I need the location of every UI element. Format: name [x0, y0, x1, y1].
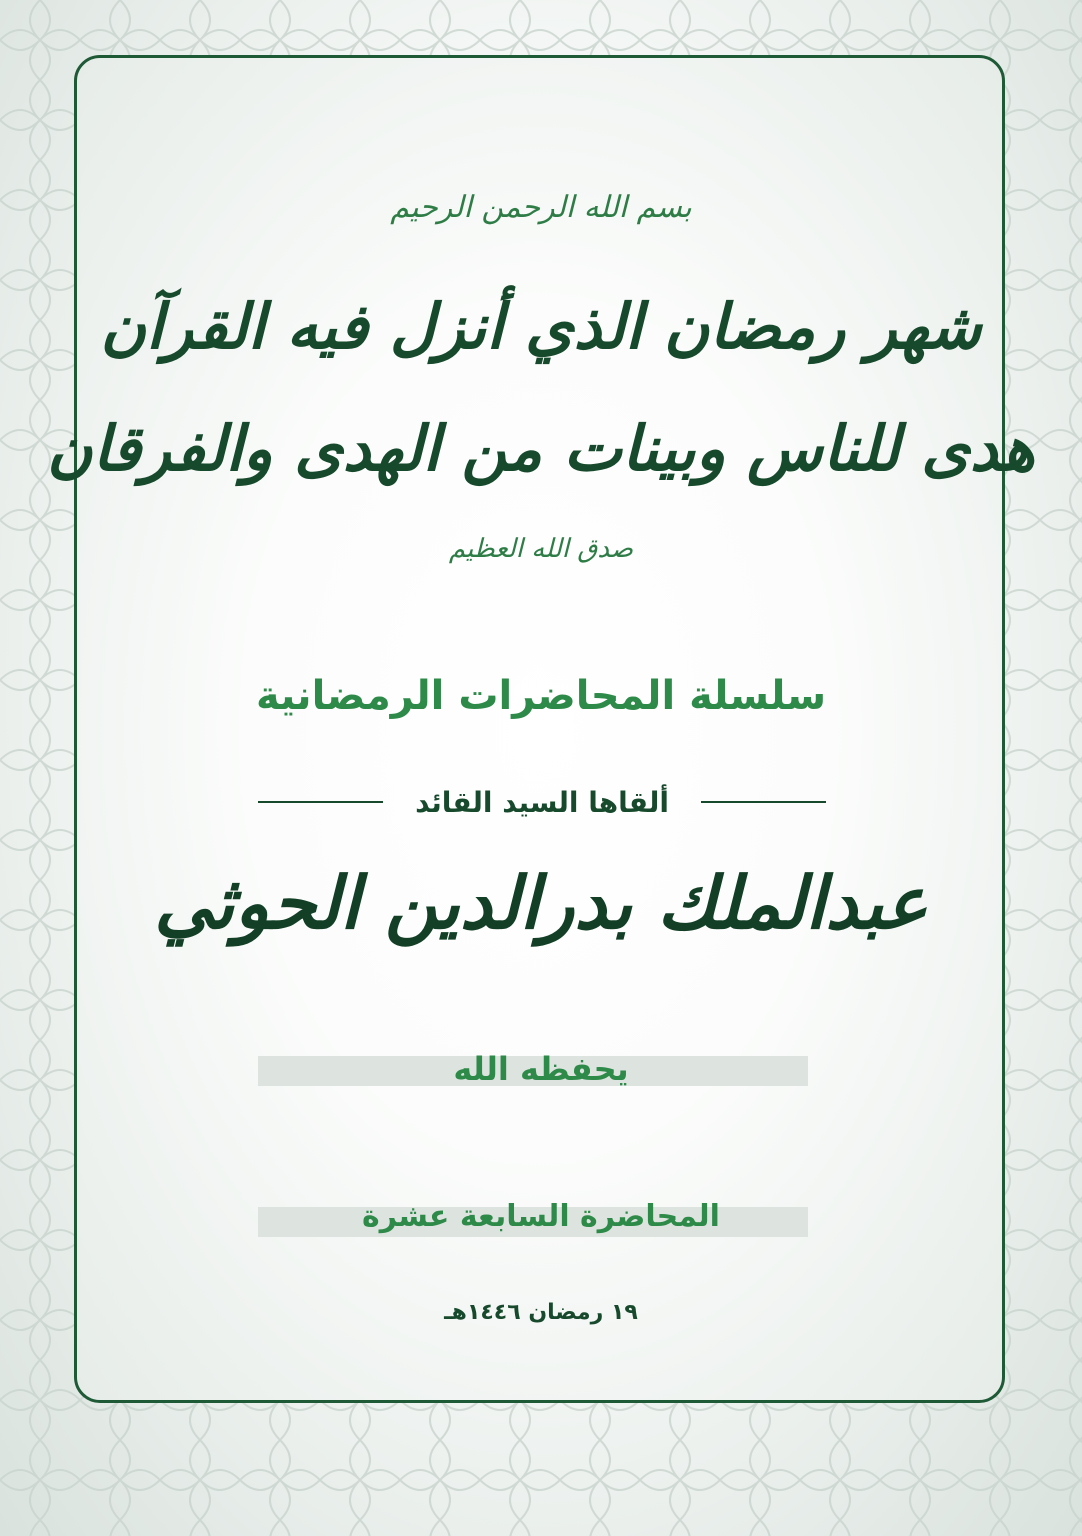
delivered-by-label: ألقاها السيد القائد: [415, 785, 669, 819]
divider-line-right: [701, 801, 826, 803]
delivered-by-row: [258, 782, 826, 822]
leader-name: عبدالملك بدرالدين الحوثي: [154, 860, 928, 945]
verse-line-1: شهر رمضان الذي أنزل فيه القرآن: [100, 290, 982, 363]
blessing-text: يحفظه الله: [453, 1050, 629, 1088]
series-title: سلسلة المحاضرات الرمضانية: [255, 673, 827, 719]
divider-line-left: [258, 801, 383, 803]
lecture-date: ١٩ رمضان ١٤٤٦هـ: [444, 1300, 638, 1325]
verse-line-2: هدى للناس وبينات من الهدى والفرقان: [46, 412, 1036, 485]
basmala-calligraphy: بسم الله الرحمن الرحيم: [390, 190, 692, 225]
sadaq-calligraphy: صدق الله العظيم: [448, 534, 634, 564]
lecture-title: المحاضرة السابعة عشرة: [362, 1199, 720, 1234]
